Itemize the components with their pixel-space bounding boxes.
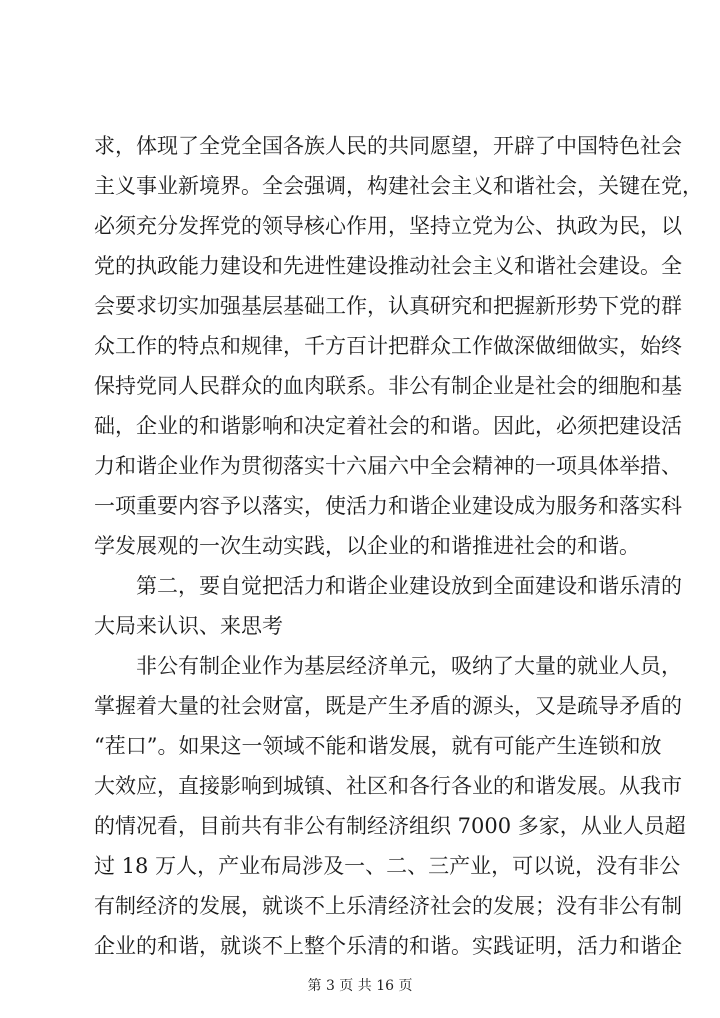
text-line: 础，企业的和谐影响和决定着社会的和谐。因此，必须把建设活 xyxy=(94,414,682,438)
text-line: 会要求切实加强基层基础工作，认真研究和把握新形势下党的群 xyxy=(94,294,682,318)
text-line: 过 18 万人，产业布局涉及一、二、三产业，可以说，没有非公 xyxy=(94,854,681,878)
text-line: 非公有制企业作为基层经济单元，吸纳了大量的就业人员， xyxy=(136,654,682,678)
text-line: 主义事业新境界。全会强调，构建社会主义和谐社会，关键在党， xyxy=(94,174,703,198)
page-number-footer: 第 3 页 共 16 页 xyxy=(307,978,413,994)
text-line: “茬口”。如果这一领域不能和谐发展，就有可能产生连锁和放 xyxy=(94,734,662,758)
text-line: 一项重要内容予以落实，使活力和谐企业建设成为服务和落实科 xyxy=(94,494,682,518)
text-line: 企业的和谐，就谈不上整个乐清的和谐。实践证明，活力和谐企 xyxy=(94,934,682,958)
text-line: 学发展观的一次生动实践，以企业的和谐推进社会的和谐。 xyxy=(94,534,640,558)
text-line: 的情况看，目前共有非公有制经济组织 7000 多家，从业人员超 xyxy=(94,814,686,838)
text-line: 党的执政能力建设和先进性建设推动社会主义和谐社会建设。全 xyxy=(94,254,682,278)
section-heading-line: 第二，要自觉把活力和谐企业建设放到全面建设和谐乐清的 xyxy=(136,574,682,598)
text-line: 力和谐企业作为贯彻落实十六届六中全会精神的一项具体举措、 xyxy=(94,454,682,478)
text-line: 有制经济的发展，就谈不上乐清经济社会的发展；没有非公有制 xyxy=(94,894,682,918)
text-line: 掌握着大量的社会财富，既是产生矛盾的源头，又是疏导矛盾的 xyxy=(94,694,682,718)
text-line: 必须充分发挥党的领导核心作用，坚持立党为公、执政为民，以 xyxy=(94,214,682,238)
text-line: 众工作的特点和规律，千方百计把群众工作做深做细做实，始终 xyxy=(94,334,682,358)
text-line: 求，体现了全党全国各族人民的共同愿望，开辟了中国特色社会 xyxy=(94,134,682,158)
section-heading-line: 大局来认识、来思考 xyxy=(94,614,283,638)
text-line: 保持党同人民群众的血肉联系。非公有制企业是社会的细胞和基 xyxy=(94,374,682,398)
text-line: 大效应，直接影响到城镇、社区和各行各业的和谐发展。从我市 xyxy=(94,774,682,798)
